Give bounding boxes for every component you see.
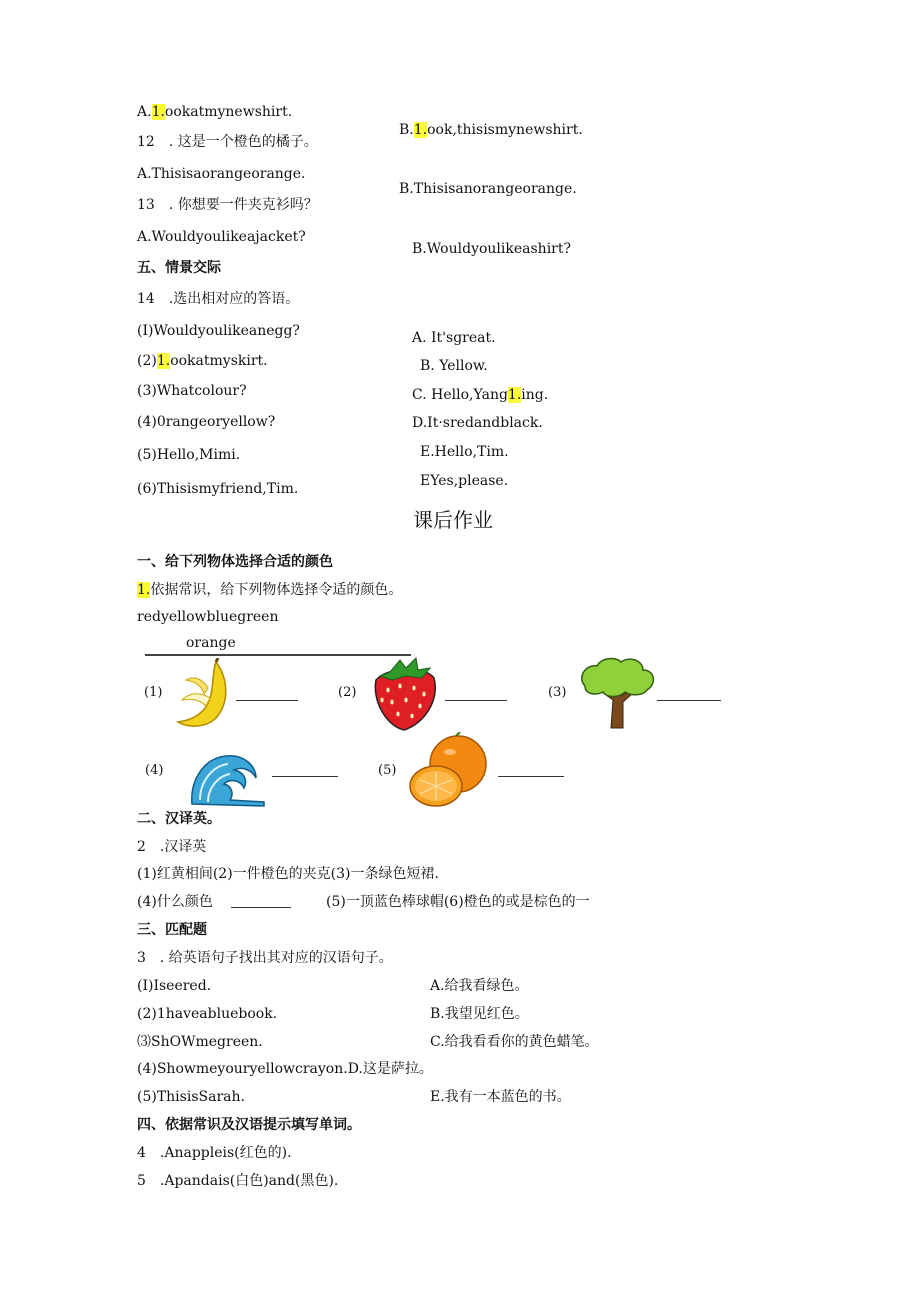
answer-blank-3[interactable] [657, 700, 721, 701]
section-1-heading: 一、给下列物体选择合适的颜色 [137, 554, 333, 570]
answer-f: EYes,please. [420, 473, 509, 489]
dialog-item-6: (6)Thisismyfriend,Tim. [137, 481, 299, 497]
tree-icon [577, 656, 657, 730]
answer-b: B. Yellow. [420, 358, 488, 374]
match-left-2: (2)1haveabluebook. [137, 1006, 278, 1022]
section-2-question: 2 .汉译英 [137, 839, 207, 855]
answer-blank-4[interactable] [272, 776, 338, 777]
translate-blank[interactable] [231, 907, 291, 908]
match-right-a: A.给我看绿色。 [430, 978, 529, 994]
strawberry-icon [366, 656, 442, 732]
answer-e: E.Hello,Tim. [420, 444, 509, 460]
homework-title: 课后作业 [413, 508, 493, 532]
match-right-e: E.我有一本蓝色的书。 [430, 1089, 571, 1105]
match-left-5: (5)ThisisSarah. [137, 1089, 245, 1105]
banana-icon [172, 658, 238, 730]
section-2-heading: 二、汉译英。 [137, 811, 221, 827]
answer-blank-5[interactable] [498, 776, 564, 777]
match-left-4: (4)Showmeyouryellowcrayon.D.这是萨拉。 [137, 1061, 433, 1077]
q13-option-a: A.Wouldyoulikeajacket? [137, 229, 306, 245]
dialog-item-3: (3)Whatcolour? [137, 383, 247, 399]
dialog-item-2: (2)1.ookatmyskirt. [137, 353, 268, 369]
section-1-question: 1.依据常识，给下列物体选择令适的颜色。 [137, 582, 403, 598]
q12-question: 12 . 这是一个橙色的橘子。 [137, 134, 318, 150]
section-3-question: 3 . 给英语句子找出其对应的汉语句子。 [137, 950, 393, 966]
fill-question-4: 4 .Anappleis(红色的). [137, 1145, 292, 1161]
picture-label-2: (2) [338, 685, 357, 700]
answer-blank-1[interactable] [236, 700, 298, 701]
section-3-heading: 三、匹配题 [137, 922, 207, 938]
color-word-bank: redyellowbluegreen [137, 609, 279, 625]
q12-option-b: B.Thisisanorangeorange. [399, 181, 577, 197]
q13-option-b: B.Wouldyoulikeashirt? [412, 241, 571, 257]
match-left-3: ⑶ShOWmegreen. [137, 1034, 263, 1050]
picture-label-5: (5) [378, 763, 397, 778]
fill-question-5: 5 .Apandais(白色)and(黑色). [137, 1173, 339, 1189]
dialog-item-1: (I)Wouldyoulikeanegg? [137, 323, 300, 339]
answer-c: C. Hello,Yang1.ing. [412, 387, 549, 403]
answer-d: D.It·sredandblack. [412, 415, 543, 431]
wave-icon [190, 750, 266, 808]
color-word-orange: orange [186, 635, 236, 651]
match-left-1: (I)Iseered. [137, 978, 212, 994]
answer-a: A. It'sgreat. [412, 330, 496, 346]
q11-option-a: A.1.ookatmynewshirt. [137, 104, 293, 120]
picture-label-3: (3) [548, 685, 567, 700]
dialog-item-5: (5)Hello,Mimi. [137, 447, 241, 463]
match-right-c: C.给我看看你的黄色蜡笔。 [430, 1034, 599, 1050]
section-5-heading: 五、情景交际 [137, 260, 221, 276]
q12-option-a: A.Thisisaorangeorange. [137, 166, 306, 182]
orange-fruit-icon [408, 732, 492, 808]
answer-blank-2[interactable] [445, 700, 507, 701]
translate-line-1: (1)红黄相间(2)一件橙色的夹克(3)一条绿色短裙. [137, 866, 439, 882]
picture-label-1: (1) [144, 685, 163, 700]
match-right-b: B.我望见红色。 [430, 1006, 529, 1022]
dialog-item-4: (4)0rangeoryellow? [137, 414, 276, 430]
picture-label-4: (4) [145, 763, 164, 778]
q11-option-b: B.1.ook,thisismynewshirt. [399, 122, 583, 138]
translate-line-2b: (5)一顶蓝色棒球帽(6)橙色的或是棕色的一 [326, 894, 590, 910]
q13-question: 13 . 你想要一件夹克衫吗？ [137, 197, 318, 213]
q14-question: 14 .选出相对应的答语。 [137, 291, 300, 307]
translate-line-2a: (4)什么颜色 [137, 894, 213, 910]
section-4-heading: 四、依据常识及汉语提示填写单词。 [137, 1117, 361, 1133]
